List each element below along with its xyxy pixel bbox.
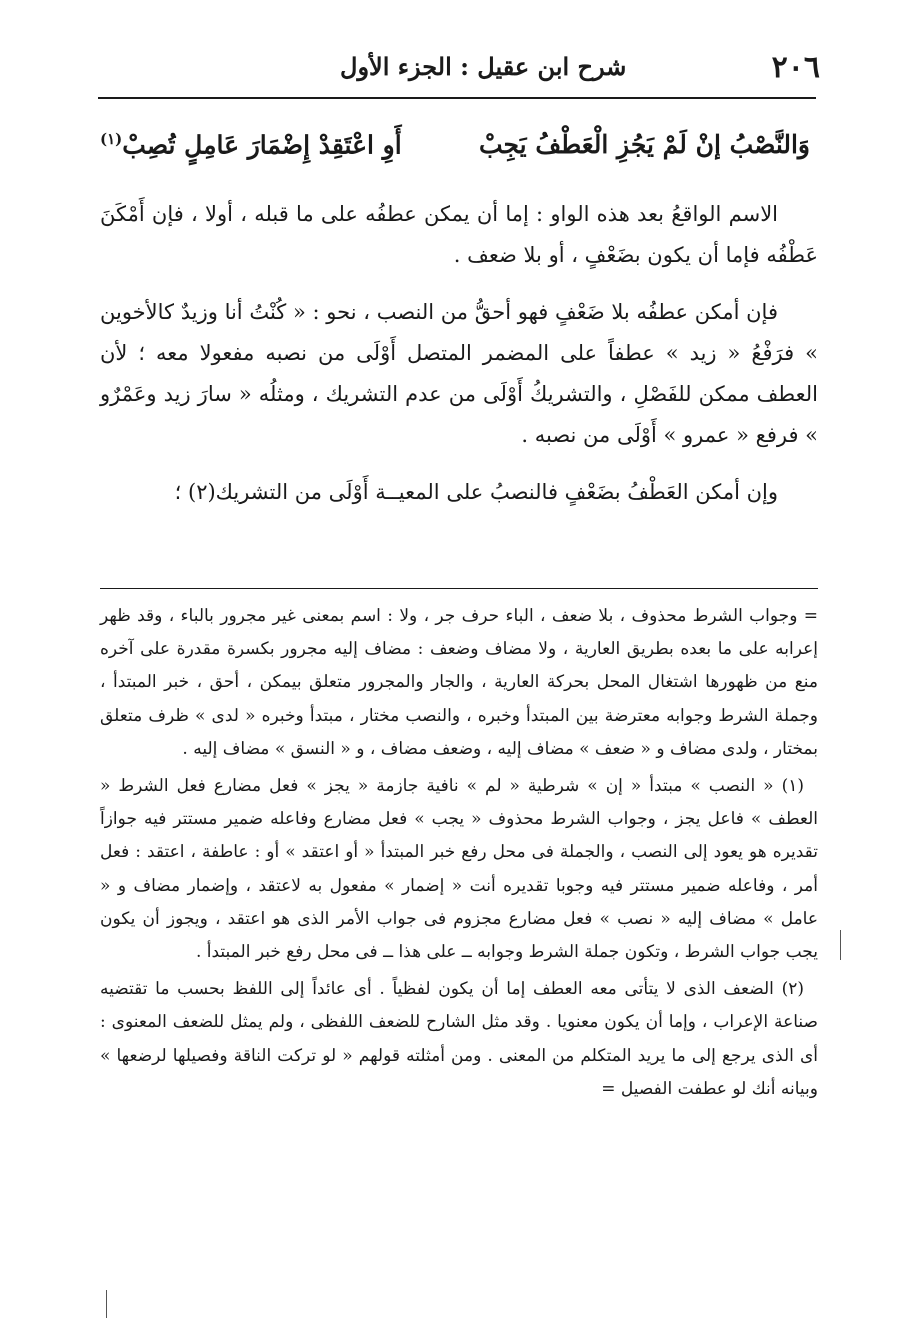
footnote-continuation: = وجواب الشرط محذوف ، بلا ضعف ، الباء حرف جر ، ولا : اسم بمعنى غير مجرور بالباء ، وقد ظهر إعرابه على ما بعده بطريق العارية ، ولا مضاف وضعف : مضاف إليه مجرور بكسرة مقدرة على آخره منع من ظهورها اشتغال المحل بحركة العارية ، والجار والمجرور متعلق بيمكن ، أحق ، خبر المبتدأ ، وجملة الشرط وجوابه معترضة بين المبتدأ وخبره ، والنصب مختار ، مبتدأ وخبره « لدى » ظرف متعلق بمختار ، ولدى مضاف و « ضعف » مضاف إليه ، وضعف مضاف ، و « النسق » مضاف إليه .	[100, 606, 818, 759]
margin-mark	[106, 1290, 107, 1318]
body-paragraph: الاسم الواقعُ بعد هذه الواو : إما أن يمكن عطفُه على ما قبله ، أولا ، فإن أَمْكَنَ عَطْفُه فإما أن يكون بضَعْفٍ ، أو بلا ضعف .	[100, 202, 818, 267]
footnote-1: (١) « النصب » مبتدأ « إن » شرطية « لم » نافية جازمة « يجز » فعل مضارع فعل الشرط « العطف » فاعل يجز ، وجواب الشرط محذوف « يجب » فعل مضارع وفاعله ضمير مستتر فيه جوازاً تقديره هو يعود إلى النصب ، والجملة فى محل رفع خبر المبتدأ « أو اعتقد » أو : عاطفة ، اعتقد : فعل أمر ، وفاعله ضمير مستتر فيه وجوبا تقديره أنت « إضمار » مفعول به لاعتقد ، وإضمار مضاف و « عامل » مضاف إليه « نصب » فعل مضارع مجزوم فى جواب الأمر الذى هو اعتقد ، ويجوز أن يكون يجب جواب الشرط ، وتكون جملة الشرط وجوابه ــ على هذا ــ فى محل رفع خبر المبتدأ .	[100, 776, 818, 963]
verse-second-hemistich-text: أَوِ اعْتَقِدْ إِضْمَارَ عَامِلٍ تُصِبْ	[122, 130, 402, 160]
footnote-divider	[100, 588, 818, 589]
footnote-reference: (١)	[100, 130, 123, 148]
body-paragraph: فإن أمكن عطفُه بلا ضَعْفٍ فهو أحقُّ من النصب ، نحو : « كُنْتُ أنا وزيدٌ كالأخوين » فرَفْعُ « زيد » عطفاً على المضمر المتصل أَوْلَى من نصبه مفعولا معه ؛ لأن العطف ممكن للفَصْلِ ، والتشريكُ أَوْلَى من عدم التشريك ، ومثلُه « سارَ زيد وعَمْرٌو » فرفع « عمرو » أَوْلَى من نصبه .	[100, 300, 818, 447]
body-paragraph: وإن أمكن العَطْفُ بضَعْفٍ فالنصبُ على المعيــة أَوْلَى من التشريك(٢) ؛	[174, 480, 778, 504]
footnotes-section	[100, 600, 818, 1110]
page-number: ٢٠٦	[771, 50, 820, 85]
footnote-2: (٢) الضعف الذى لا يتأتى معه العطف إما أن يكون لفظياً . أى عائداً إلى اللفظ بحسب ما تقتضيه صناعة الإعراب ، وإما أن يكون معنويا . وقد مثل الشارح للضعف اللفظى ، ولم يمثل للضعف المعنوى : أى الذى يرجع إلى ما يريد المتكلم من المعنى . ومن أمثلته قولهم « لو تركت الناقة وفصيلها لرضعها » وبيانه أنك لو عطفت الفصيل =	[100, 979, 818, 1099]
poetry-verse	[100, 122, 818, 172]
main-body-text	[100, 194, 818, 529]
running-title: شرح ابن عقيل : الجزء الأول	[340, 52, 627, 81]
verse-first-hemistich-text: وَالنَّصْبُ إنْ لَمْ يَجُزِ الْعَطْفُ يَجِبْ	[478, 130, 810, 159]
verse-first-hemistich	[479, 130, 810, 159]
margin-mark	[840, 930, 841, 960]
page-header	[100, 44, 820, 90]
header-divider	[98, 97, 816, 99]
verse-second-hemistich	[100, 130, 402, 159]
